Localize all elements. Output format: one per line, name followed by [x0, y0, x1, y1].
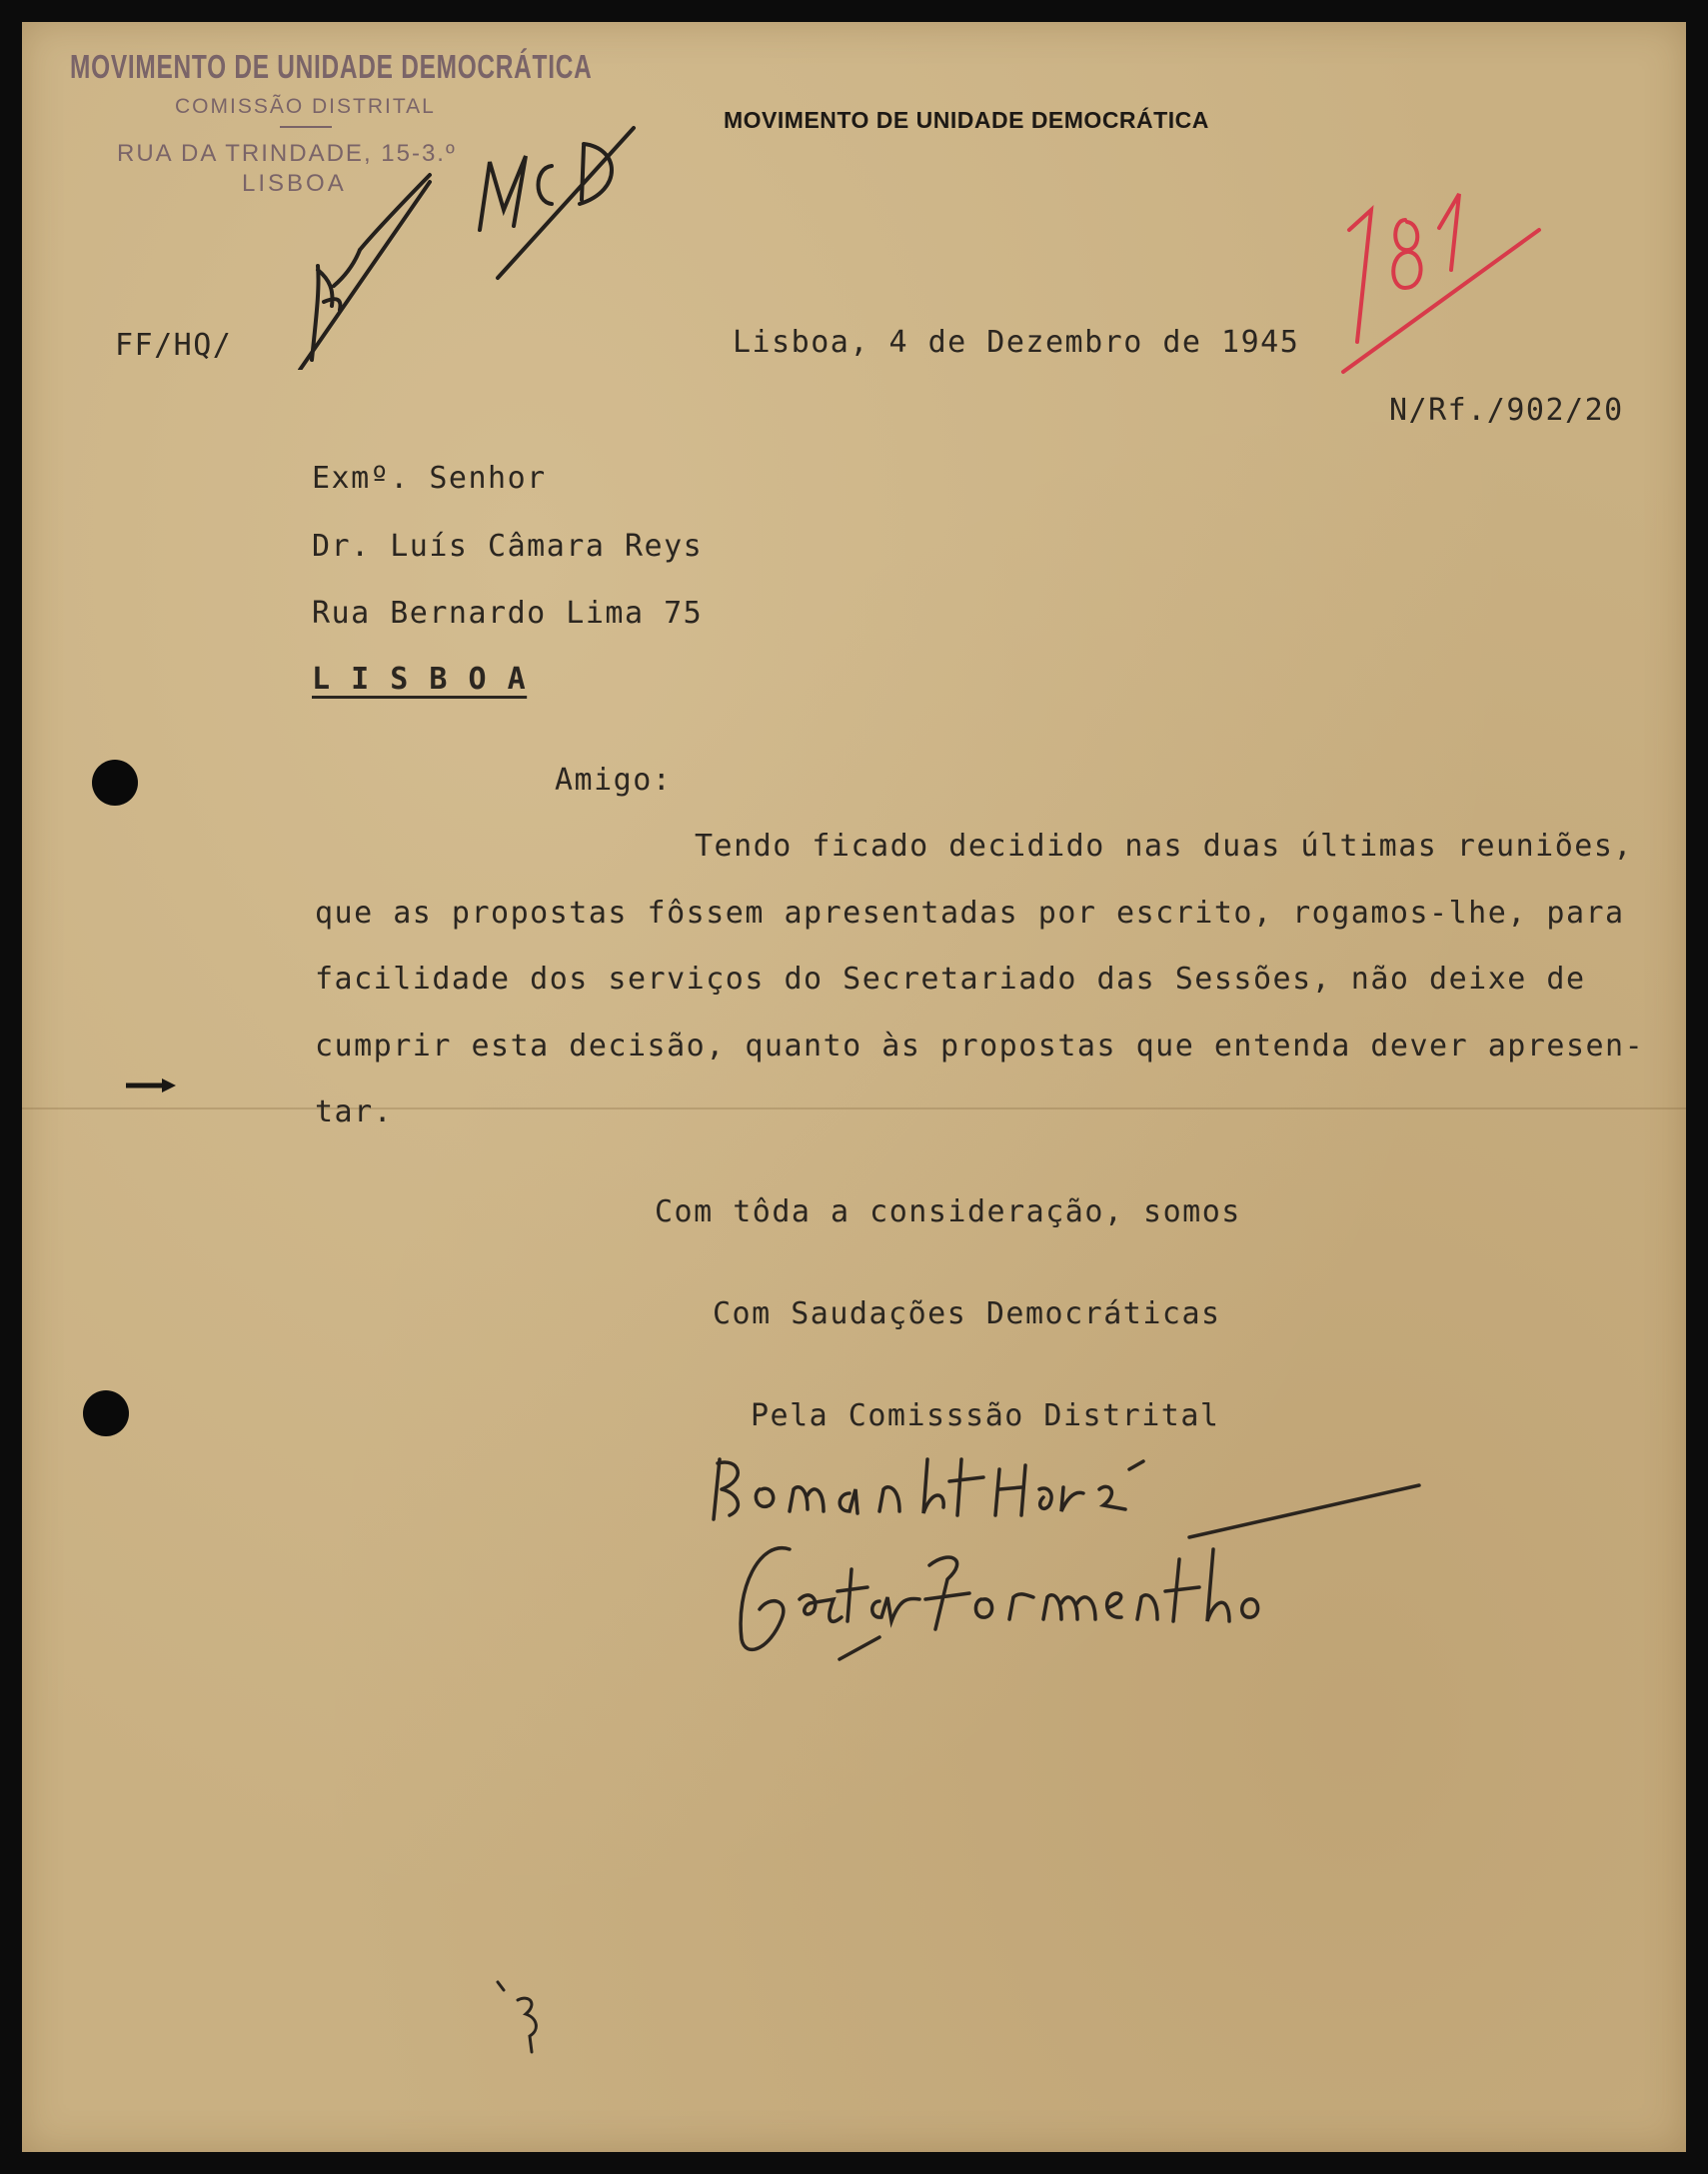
greeting: Amigo: [555, 763, 673, 798]
body-line-4: cumprir esta decisão, quanto às propostas que entenda dever apresen- [315, 1029, 1645, 1064]
pencil-marks [490, 1974, 560, 2064]
recipient-name: Dr. Luís Câmara Reys [312, 529, 704, 564]
place-and-date: Lisboa, 4 de Dezembro de 1945 [733, 325, 1300, 360]
margin-arrow-mark [124, 1076, 178, 1095]
punch-hole-bottom [83, 1390, 129, 1436]
recipient-title: Exmº. Senhor [312, 461, 547, 496]
handwritten-archive-number [1329, 150, 1559, 380]
typist-initials: FF/HQ/ [115, 328, 233, 363]
stamp-city: LISBOA [242, 170, 347, 197]
punch-hole-top [92, 760, 138, 806]
closing-line-3: Pela Comisssão Distrital [751, 1398, 1220, 1433]
recipient-city: L I S B O A [312, 662, 528, 697]
signature-2 [730, 1529, 1349, 1669]
stamp-title: MOVIMENTO DE UNIDADE DEMOCRÁTICA [70, 48, 593, 85]
paper-fold [22, 1107, 1686, 1109]
stamp-commission: COMISSÃO DISTRITAL [175, 95, 436, 118]
recipient-street: Rua Bernardo Lima 75 [312, 596, 704, 631]
closing-line-1: Com tôda a consideração, somos [655, 1194, 1241, 1229]
closing-line-2: Com Saudações Democráticas [713, 1296, 1221, 1331]
reference-number: N/Rf./902/20 [1389, 393, 1624, 428]
letterhead: MOVIMENTO DE UNIDADE DEMOCRÁTICA [724, 107, 1209, 133]
body-line-1: Tendo ficado decidido nas duas últimas reuniões, [695, 829, 1633, 864]
body-line-5: tar. [315, 1094, 394, 1129]
body-line-2: que as propostas fôssem apresentadas por escrito, rogamos-lhe, para [315, 896, 1625, 931]
handwritten-mud-note [290, 70, 650, 370]
stamp-address: RUA DA TRINDADE, 15-3.º [117, 140, 457, 167]
body-line-3: facilidade dos serviços do Secretariado das Sessões, não deixe de [315, 962, 1586, 997]
